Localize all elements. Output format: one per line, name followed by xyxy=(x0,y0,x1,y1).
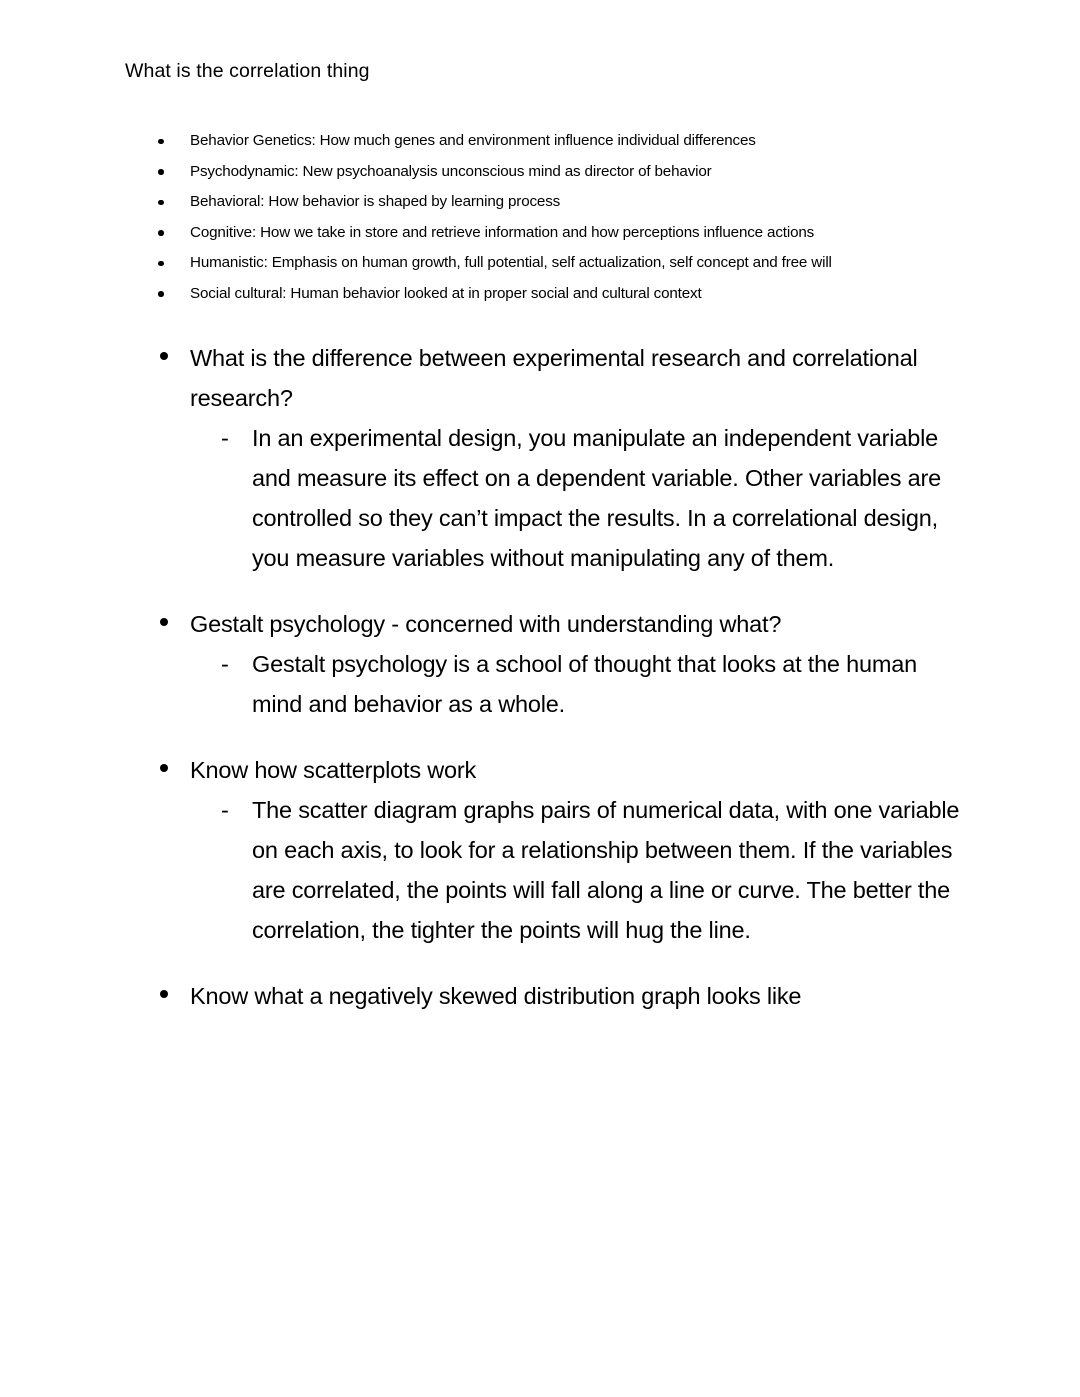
list-item-label: Psychodynamic: New psychoanalysis unconscious mind as director of behavior xyxy=(190,162,712,180)
list-item xyxy=(0,248,1080,279)
section-sub-item-label: The scatter diagram graphs pairs of numerical data, with one variable on each axis, to look for a relationship between them. If the variables are correlated, the points will fall along a line or curve. The better the correlation, the tighter the points will hug the line. xyxy=(252,797,960,943)
section-sub-item-label: In an experimental design, you manipulate an independent variable and measure its effect on a dependent variable. Other variables are controlled so they can’t impact the results. In a correlational design, you measure variables without manipulating any of them. xyxy=(252,425,941,571)
section-sub-item-label: Gestalt psychology is a school of thought that looks at the human mind and behavior as a whole. xyxy=(252,651,917,717)
list-item-label: Behavior Genetics: How much genes and environment influence individual differences xyxy=(190,132,756,149)
section-heading xyxy=(0,750,1080,790)
section-heading-label: What is the difference between experimental research and correlational research? xyxy=(190,345,918,411)
section-experimental-vs-correlational xyxy=(0,338,1080,578)
bullet-dot-icon xyxy=(158,200,164,206)
section-heading-label: Gestalt psychology - concerned with understanding what? xyxy=(190,611,782,637)
section-heading xyxy=(0,976,1080,1016)
list-item-label: Cognitive: How we take in store and retrieve information and how perceptions influence actions xyxy=(190,223,815,241)
bullet-dot-icon xyxy=(160,618,168,626)
section-heading xyxy=(0,604,1080,644)
section-sub-item xyxy=(0,790,1080,950)
bullet-dot-icon xyxy=(158,139,164,145)
section-heading-label: Know how scatterplots work xyxy=(190,757,477,783)
dash-bullet-icon: - xyxy=(221,797,229,823)
section-sub-item xyxy=(0,644,1080,724)
section-heading xyxy=(0,338,1080,418)
list-item xyxy=(0,187,1080,218)
spacer xyxy=(0,309,1080,338)
document-body xyxy=(0,126,1080,1016)
bullet-dot-icon xyxy=(160,990,168,998)
section-scatterplots xyxy=(0,750,1080,950)
list-item-label: Behavioral: How behavior is shaped by learning process xyxy=(190,193,561,210)
section-heading-label: Know what a negatively skewed distribution graph looks like xyxy=(190,983,802,1009)
page-title: What is the correlation thing xyxy=(125,60,370,82)
dash-bullet-icon: - xyxy=(221,425,229,451)
spacer xyxy=(0,950,1080,976)
bullet-dot-icon xyxy=(158,230,164,236)
spacer xyxy=(0,724,1080,750)
list-item xyxy=(0,126,1080,157)
list-item-label: Social cultural: Human behavior looked at in proper social and cultural context xyxy=(190,284,702,302)
spacer xyxy=(0,578,1080,604)
bullet-dot-icon xyxy=(160,352,168,360)
list-item xyxy=(0,279,1080,310)
bullet-dot-icon xyxy=(158,169,164,175)
dash-bullet-icon: - xyxy=(221,651,229,677)
section-sub-item xyxy=(0,418,1080,578)
list-item xyxy=(0,157,1080,188)
list-item xyxy=(0,218,1080,249)
bullet-dot-icon xyxy=(160,764,168,772)
section-gestalt-psychology xyxy=(0,604,1080,724)
bullet-dot-icon xyxy=(158,291,164,297)
bullet-dot-icon xyxy=(158,261,164,267)
section-negatively-skewed xyxy=(0,976,1080,1016)
perspectives-list xyxy=(0,126,1080,309)
list-item-label: Humanistic: Emphasis on human growth, full potential, self actualization, self concept and free will xyxy=(190,254,832,271)
